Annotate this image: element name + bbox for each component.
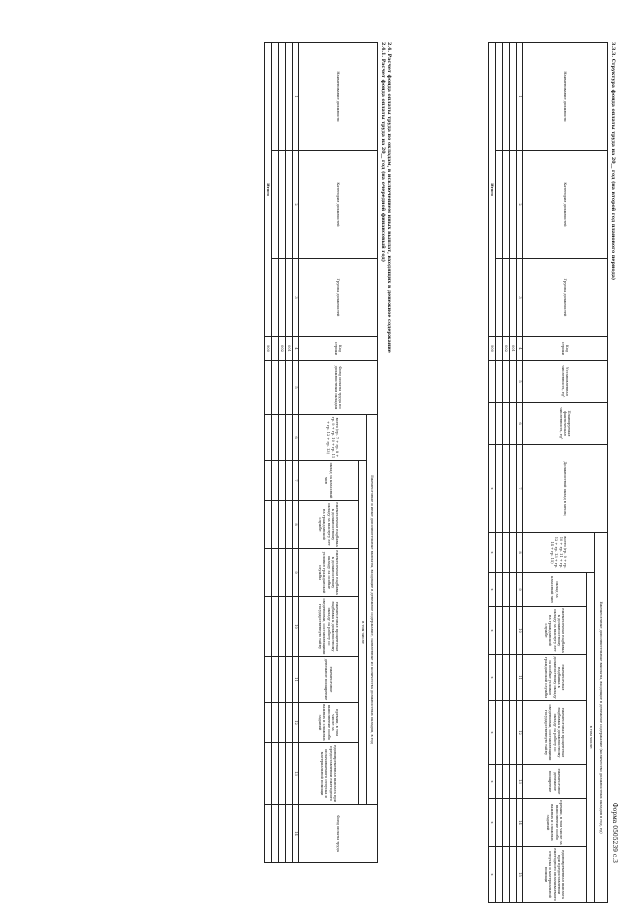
t1-cell [503, 445, 510, 533]
t1-x-mark: x [489, 847, 496, 903]
t2-cell [265, 461, 272, 501]
t1-cell [510, 655, 517, 701]
t1-cell [510, 701, 517, 765]
t2-cell [286, 151, 293, 259]
t1-h-seniority: ежемесячная надбавка к должностному окладу за выслугу лет на гражданской службе [523, 607, 587, 655]
t2-cell [279, 743, 286, 805]
t1-x-mark: x [489, 701, 496, 765]
t2-colnum: 11 [293, 657, 299, 703]
t1-cell [503, 799, 510, 847]
t1-h-total: всего (гр. 9 + гр. 10 + гр. 11 + гр. 12 + гр. 13 + гр. 14 + гр. 15) [523, 533, 595, 573]
t2-cell [272, 805, 279, 863]
t2-cell [265, 501, 272, 549]
t2-colnum: 3 [293, 259, 299, 337]
t2-h-state-secret: ежемесячная процентная надбавка к должностному окладу за работу со сведениями, составляющими государственную тайну [299, 597, 359, 657]
t2-h-position-category: Категория должностей [299, 151, 378, 259]
t1-cell [503, 403, 510, 445]
t1-h-planned-count: Планируемая фактическая численность, ед¹ [523, 403, 608, 445]
t1-h-position-group: Группа должностей [523, 259, 608, 337]
t1-h-material-aid: единовременная выплата при предоставлении ежегодного оплачиваемого отпуска и материальной помощи [523, 847, 587, 903]
t1-cell [496, 361, 503, 403]
t2-cell [265, 597, 272, 657]
t2-cell [272, 743, 279, 805]
t1-x-mark: x [489, 445, 496, 533]
t2-total-label: Итого [265, 43, 272, 337]
t2-cell [272, 657, 279, 703]
t2-cell [286, 743, 293, 805]
t1-h-bonuses: премии, в том числе за выполнение особо важных и сложных заданий [523, 799, 587, 847]
t1-cell [510, 43, 517, 151]
t2-cell [265, 703, 272, 743]
t2-cell [272, 361, 279, 415]
t2-row-blank [272, 43, 279, 863]
t1-row-002 [503, 43, 510, 903]
section2-title: 2.4. Расчет фонда оплаты труда по окладам, в исключением иных выплат, входящих в денежное содержание [386, 42, 392, 353]
t1-colnum: 15 [517, 847, 523, 903]
t1-cell [489, 403, 496, 445]
t2-cell [279, 703, 286, 743]
t1-x-mark: x [489, 765, 496, 799]
t2-colnum: 13 [293, 743, 299, 805]
t1-cell [496, 655, 503, 701]
t2-colnum: 2 [293, 151, 299, 259]
t1-cell [496, 607, 503, 655]
t2-cell [272, 703, 279, 743]
t2-cell [286, 549, 293, 597]
t1-x-mark: x [489, 573, 496, 607]
t1-h-allowances-group: Ежемесячные дополнительные выплаты, входящие в денежное содержание (количество должностных окладов в год, ед) [595, 533, 608, 903]
t2-cell [272, 501, 279, 549]
t2-colnum: 9 [293, 549, 299, 597]
t1-colnum: 2 [517, 151, 523, 259]
t1-colnum: 6 [517, 403, 523, 445]
t1-cell [503, 765, 510, 799]
t1-line-code [496, 337, 503, 361]
t1-h-salary: Должностной оклад в месяц [523, 445, 608, 533]
staff-structure-table [488, 42, 608, 903]
t1-cell [496, 43, 503, 151]
t1-cell [503, 361, 510, 403]
t2-h-fund-total: Фонд оплаты труда [299, 805, 378, 863]
t1-cell [510, 607, 517, 655]
section1-title: 3.3.3. Структура фонда оплаты труда на 20__ год (на второй год планового периода) [610, 42, 616, 281]
t1-cell [496, 765, 503, 799]
t1-cell [503, 533, 510, 573]
t2-colnum: 1 [293, 43, 299, 151]
t2-cell [272, 597, 279, 657]
t2-cell [286, 415, 293, 461]
t1-cell [496, 151, 503, 259]
t2-h-position-name: Наименование должности [299, 43, 378, 151]
t1-cell [510, 533, 517, 573]
t1-colnum: 7 [517, 445, 523, 533]
t2-cell [286, 597, 293, 657]
t2-cell [265, 805, 272, 863]
t1-cell [503, 847, 510, 903]
t1-row-total [489, 43, 496, 903]
t2-cell [272, 43, 279, 151]
t1-h-state-secret: ежемесячная процентная надбавка к должностному окладу за работу со сведениями, составляющими государственную тайну [523, 701, 587, 765]
t1-cell [510, 445, 517, 533]
t2-h-allowances-group: Ежемесячные и иные дополнительные выплаты, входящие в денежное содержание, заявленные из количества должностных окладов, в год [367, 415, 378, 805]
t1-cell [503, 573, 510, 607]
t2-cell [286, 361, 293, 415]
t2-cell [265, 549, 272, 597]
t2-h-including: в том числе [359, 461, 367, 805]
t2-h-seniority: ежемесячная надбавка к должностному окладу за выслугу лет на гражданской службе [299, 501, 359, 549]
t2-cell [279, 361, 286, 415]
t1-h-position-category: Категория должностей [523, 151, 608, 259]
t2-h-material-aid: единовременная выплата при предоставлении ежегодного оплачиваемого отпуска и материальной помощи [299, 743, 359, 805]
t2-colnum: 10 [293, 597, 299, 657]
t1-h-special-conditions: ежемесячная надбавка к должностному окладу за особые условия гражданской службы [523, 655, 587, 701]
t1-h-including: в том числе: [587, 573, 595, 903]
t1-cell [510, 799, 517, 847]
t2-cell [279, 549, 286, 597]
t1-h-cash-incentive: ежемесячное денежное поощрение [523, 765, 587, 799]
t2-cell [286, 501, 293, 549]
t2-h-bonuses: премии, в том числе за выполнение особо важных и сложных заданий [299, 703, 359, 743]
t1-cell [510, 765, 517, 799]
t1-row-blank [496, 43, 503, 903]
t1-h-established-count: Установленная численность, ед¹ [523, 361, 608, 403]
t2-colnum: 7 [293, 461, 299, 501]
t1-cell [496, 259, 503, 337]
t1-colnum: 13 [517, 765, 523, 799]
t1-column-numbers [517, 43, 523, 903]
t2-colnum: 6 [293, 415, 299, 461]
t1-cell [503, 655, 510, 701]
t2-cell [272, 151, 279, 259]
t1-cell [503, 259, 510, 337]
t1-total-label: Итого [489, 43, 496, 337]
t2-colnum: 8 [293, 501, 299, 549]
t1-line-code: 001 [510, 337, 517, 361]
t1-x-mark: x [489, 655, 496, 701]
t1-colnum: 8 [517, 533, 523, 573]
t2-cell [279, 43, 286, 151]
t1-cell [510, 151, 517, 259]
t1-cell [496, 403, 503, 445]
t1-colnum: 3 [517, 259, 523, 337]
t2-cell [279, 501, 286, 549]
t2-colnum: 5 [293, 361, 299, 415]
t2-cell [272, 549, 279, 597]
t2-line-code: 002 [279, 337, 286, 361]
section2-subtitle: 2.4.1. Расчет фонда оплаты труда на 20__ год (на очередной финансовый год) [380, 42, 386, 262]
t1-cell [496, 533, 503, 573]
t1-colnum: 5 [517, 361, 523, 403]
t2-cell [279, 657, 286, 703]
t1-colnum: 12 [517, 701, 523, 765]
t2-h-total: всего (гр. 7 + гр. 8 + гр. 9 + гр. 10 + гр. 11 + гр. 12 + гр. 13) [299, 415, 367, 461]
t2-colnum: 12 [293, 703, 299, 743]
t2-cell [279, 805, 286, 863]
t1-row-001 [510, 43, 517, 903]
t2-cell [279, 415, 286, 461]
t2-row-total [265, 43, 272, 863]
t2-h-cash-incentive: ежемесячное денежное поощрение [299, 657, 359, 703]
t1-h-class-rank: оклад за классный чин [523, 573, 587, 607]
t2-row-001 [286, 43, 293, 863]
t1-colnum: 1 [517, 43, 523, 151]
t2-cell [265, 361, 272, 415]
t1-h-line-code: Код строки [523, 337, 608, 361]
t1-cell [510, 361, 517, 403]
t2-h-position-group: Группа должностей [299, 259, 378, 337]
t1-cell [510, 573, 517, 607]
t1-colnum: 11 [517, 655, 523, 701]
t2-column-numbers [293, 43, 299, 863]
t1-line-code: 900 [489, 337, 496, 361]
t1-cell [489, 361, 496, 403]
t1-x-mark: x [489, 533, 496, 573]
salary-fund-table [264, 42, 378, 863]
t1-cell [496, 799, 503, 847]
t1-cell [496, 847, 503, 903]
t2-cell [272, 461, 279, 501]
t2-cell [279, 259, 286, 337]
t1-x-mark: x [489, 799, 496, 847]
t2-cell [286, 259, 293, 337]
t2-cell [279, 461, 286, 501]
t1-colnum: 9 [517, 573, 523, 607]
t1-x-mark: x [489, 607, 496, 655]
t2-cell [265, 415, 272, 461]
t1-cell [510, 403, 517, 445]
t2-line-code: 001 [286, 337, 293, 361]
t1-cell [503, 701, 510, 765]
t1-cell [496, 701, 503, 765]
t1-cell [510, 259, 517, 337]
t2-cell [279, 151, 286, 259]
t2-cell [286, 461, 293, 501]
t2-h-special-conditions: ежемесячная надбавка к должностному окладу за особые условия гражданской службы [299, 549, 359, 597]
t2-cell [286, 703, 293, 743]
t1-cell [503, 607, 510, 655]
t2-h-fund-salaries: Фонд оплаты труда по должностным окладам [299, 361, 378, 415]
t1-cell [496, 445, 503, 533]
t2-cell [286, 43, 293, 151]
t2-cell [279, 597, 286, 657]
t2-cell [265, 743, 272, 805]
t2-cell [272, 415, 279, 461]
t1-cell [496, 573, 503, 607]
t2-line-code: 900 [265, 337, 272, 361]
t2-h-line-code: Код строки [299, 337, 378, 361]
t1-cell [503, 43, 510, 151]
t1-colnum: 14 [517, 799, 523, 847]
t2-cell [286, 657, 293, 703]
t2-cell [286, 805, 293, 863]
t1-cell [510, 847, 517, 903]
t1-cell [503, 151, 510, 259]
t1-line-code: 002 [503, 337, 510, 361]
t2-line-code [272, 337, 279, 361]
t1-colnum: 4 [517, 337, 523, 361]
t1-h-position-name: Наименование должности [523, 43, 608, 151]
t2-colnum: 4 [293, 337, 299, 361]
t1-colnum: 10 [517, 607, 523, 655]
t2-h-class-rank: оклад за классный чин [299, 461, 359, 501]
t2-cell [272, 259, 279, 337]
form-code: Форма 0505239 с.3 [611, 802, 618, 863]
t2-cell [265, 657, 272, 703]
t2-row-002 [279, 43, 286, 863]
t2-colnum: 14 [293, 805, 299, 863]
